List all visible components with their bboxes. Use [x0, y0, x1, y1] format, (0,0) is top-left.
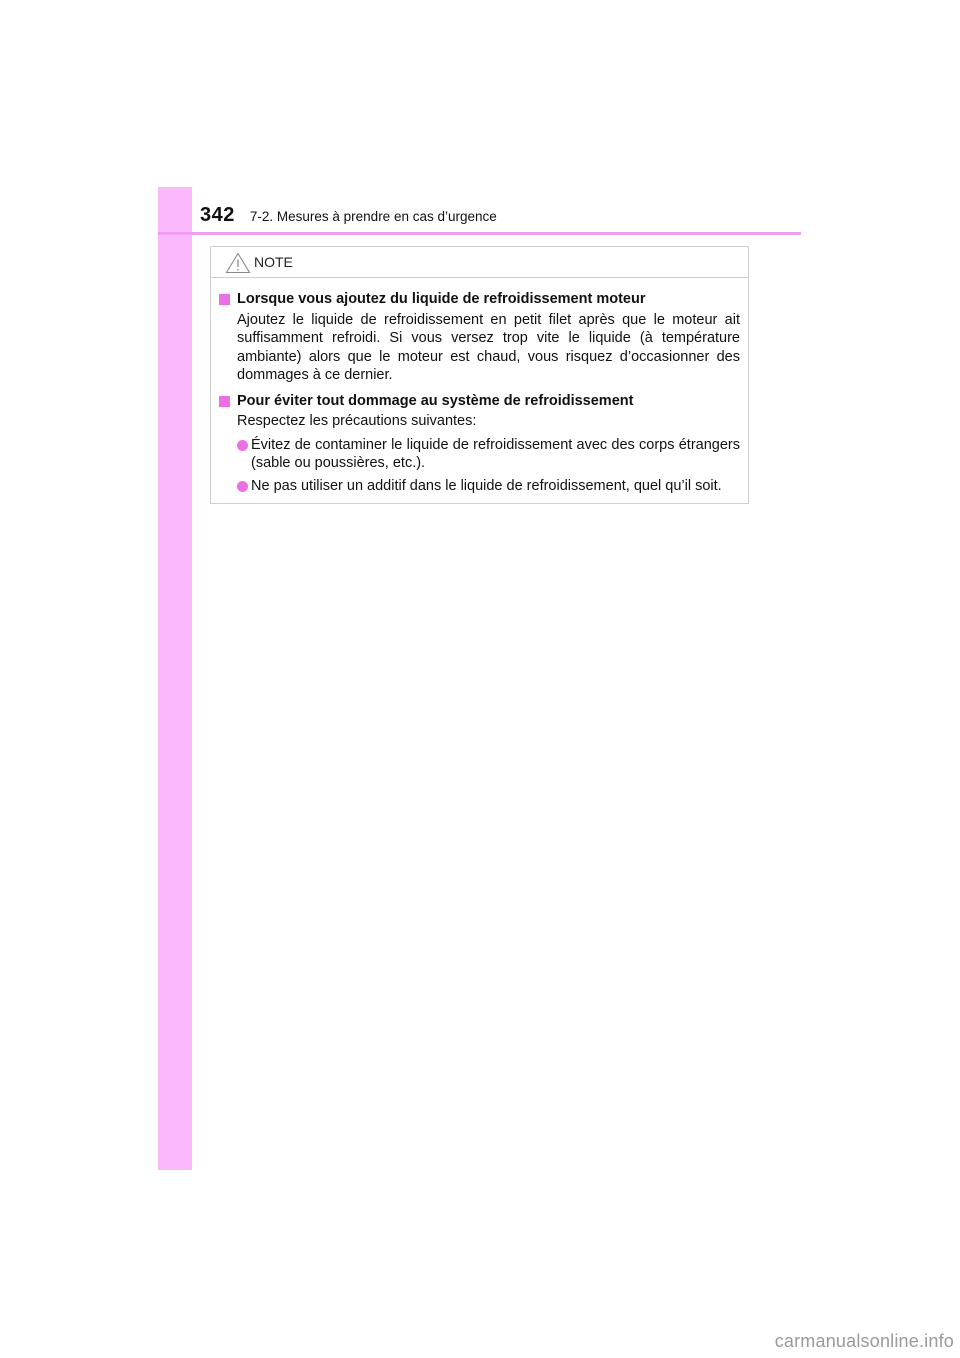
- note-item-title-text: Lorsque vous ajoutez du liquide de refroidissement moteur: [237, 291, 646, 307]
- page-header: [200, 204, 497, 227]
- note-item-text: Respectez les précautions suivantes:: [237, 413, 477, 429]
- warning-triangle-icon: [225, 252, 251, 274]
- note-box: [210, 246, 749, 504]
- note-sub-bullet: [219, 436, 740, 473]
- watermark: carmanualsonline.info: [774, 1331, 954, 1351]
- note-sub-bullet: [219, 477, 740, 496]
- note-item-title: [219, 290, 740, 309]
- note-label: NOTE: [254, 254, 293, 270]
- note-item-text: Ajoutez le liquide de refroidissement en petit filet après que le moteur ait suffisamment refroidi. Si vous versez trop vite le liquide (à température ambiante) alors que le moteur est chaud, vous risquez d’occasionner des dommages à ce dernier.: [237, 311, 740, 383]
- square-bullet-icon: [219, 294, 230, 305]
- note-item-title-text: Pour éviter tout dommage au système de refroidissement: [237, 392, 634, 409]
- note-sub-bullet-text: Évitez de contaminer le liquide de refroidissement avec des corps étrangers (sable ou poussières, etc.).: [251, 436, 740, 471]
- note-header: [211, 247, 748, 278]
- page-number: 342: [200, 204, 235, 226]
- side-tab-band: [158, 187, 192, 1170]
- round-bullet-icon: [237, 440, 248, 451]
- round-bullet-icon: [237, 481, 248, 492]
- section-title: 7-2. Mesures à prendre en cas d’urgence: [249, 209, 497, 224]
- square-bullet-icon: [219, 396, 230, 407]
- header-rule: [158, 232, 801, 235]
- note-sub-bullet-text: Ne pas utiliser un additif dans le liquide de refroidissement, quel qu’il soit.: [251, 477, 722, 494]
- note-body: [211, 278, 748, 495]
- note-item-title: [219, 392, 740, 411]
